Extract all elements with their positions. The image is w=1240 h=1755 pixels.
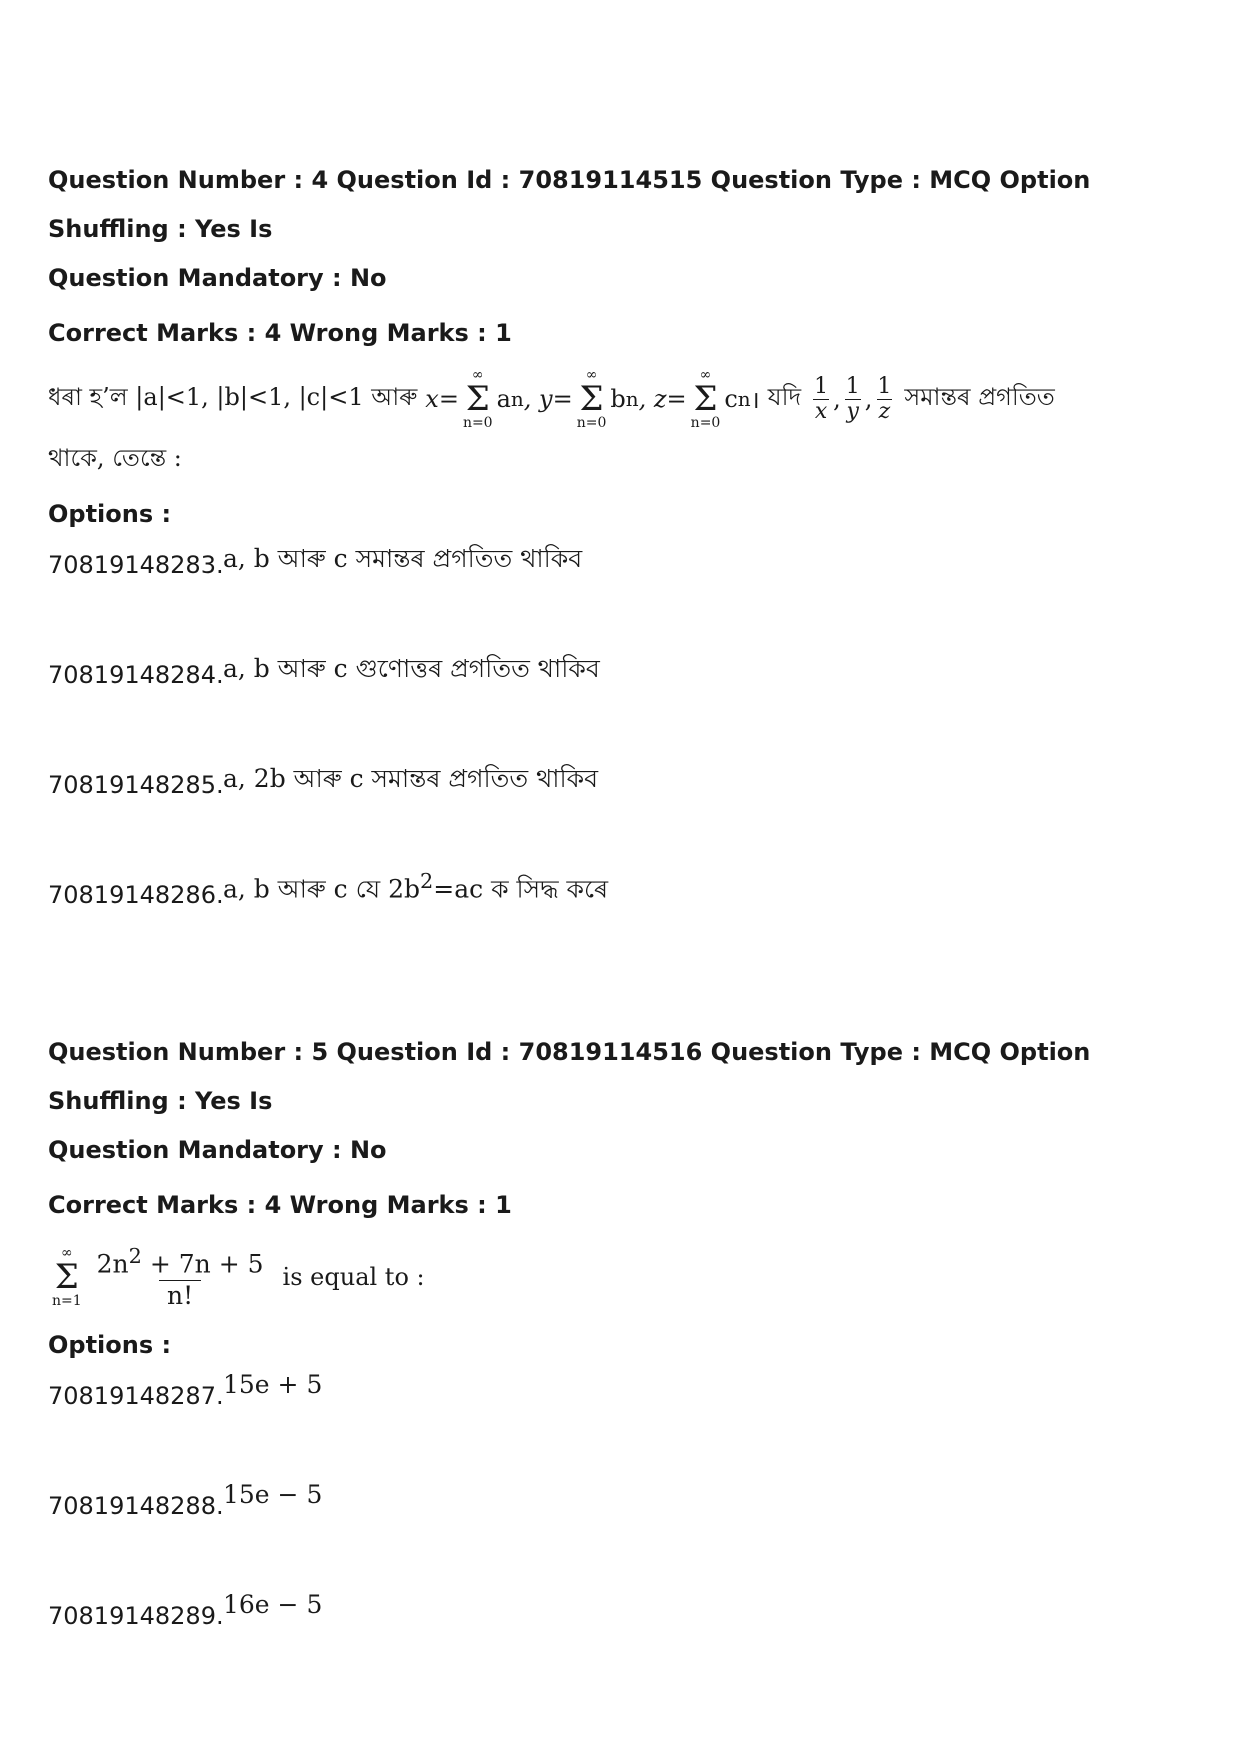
option-id: 70819148284. bbox=[48, 661, 224, 689]
option[interactable] bbox=[48, 869, 1208, 979]
marks-line: Correct Marks : 4 Wrong Marks : 1 bbox=[48, 319, 512, 347]
stem-text-line2: থাকে, তেন্তে : bbox=[48, 444, 182, 472]
option-text: 15e + 5 bbox=[223, 1369, 323, 1399]
stem-var: , y= bbox=[523, 385, 573, 413]
option-text: a, b আৰু c সমান্তৰ প্ৰগতিত থাকিব bbox=[223, 544, 583, 573]
marks-line: Correct Marks : 4 Wrong Marks : 1 bbox=[48, 1191, 512, 1219]
question-meta-line: Question Mandatory : No bbox=[48, 1136, 387, 1164]
options-label: Options : bbox=[48, 1330, 172, 1359]
question-5 bbox=[48, 1028, 1208, 1700]
option[interactable] bbox=[48, 1480, 1208, 1590]
option-id: 70819148289. bbox=[48, 1601, 224, 1630]
summation: ∞ Σ n=0 bbox=[462, 367, 493, 431]
fraction: $\frac{2n^2 + 7n + 5}{n!}$ bbox=[96, 1244, 264, 1310]
summation: ∞ Σ n=0 bbox=[576, 367, 607, 431]
fraction: $\frac{1}{x}$ bbox=[814, 374, 829, 424]
question-meta-line: Question Mandatory : No bbox=[48, 264, 387, 292]
options-label: Options : bbox=[48, 500, 172, 528]
fraction: $\frac{1}{z}$ bbox=[877, 374, 892, 424]
option-id: 70819148288. bbox=[48, 1491, 224, 1520]
option-id: 70819148283. bbox=[48, 551, 224, 579]
option-text: 15e − 5 bbox=[223, 1479, 323, 1509]
question-stem bbox=[48, 1244, 1208, 1311]
question-meta-line: Question Number : 5 Question Id : 70819114516 Question Type : MCQ Option Shuffling : Yes Is bbox=[48, 1038, 1091, 1115]
stem-var: x= bbox=[425, 385, 459, 413]
option-id: 70819148286. bbox=[48, 881, 224, 909]
stem-var: , z= bbox=[638, 385, 687, 413]
option[interactable] bbox=[48, 649, 1208, 759]
option-id: 70819148285. bbox=[48, 771, 224, 799]
question-stem: ধৰা হ’ল |a|<1, |b|<1, |c|<1 আৰু x= ∞ Σ n=0 a n , y= ∞ Σ n=0 b n , z= ∞ Σ n=0 c n । যদি $\frac{1}{x}$ , $\frac{1}{y}$ , $\frac{1}{z}$ সমান্তৰ প্ৰগতিত bbox=[48, 367, 1055, 431]
fraction: $\frac{1}{y}$ bbox=[845, 374, 860, 424]
stem-text: ধৰা হ’ল |a|<1, |b|<1, |c|<1 আৰু bbox=[48, 383, 418, 411]
option-text: 16e − 5 bbox=[223, 1589, 323, 1619]
summation: ∞ Σ n=0 bbox=[690, 367, 721, 431]
question-4 bbox=[48, 156, 1208, 979]
summation: ∞ Σ n=1 bbox=[52, 1245, 82, 1310]
option-text: a, b আৰু c গুণোত্তৰ প্ৰগতিত থাকিব bbox=[223, 654, 600, 683]
option-id: 70819148287. bbox=[48, 1381, 224, 1410]
option-text: a, 2b আৰু c সমান্তৰ প্ৰগতিত থাকিব bbox=[223, 764, 599, 793]
option[interactable] bbox=[48, 1370, 1208, 1480]
stem-text: is equal to : bbox=[282, 1263, 425, 1292]
question-meta-line: Question Number : 4 Question Id : 70819114515 Question Type : MCQ Option Shuffling : Yes Is bbox=[48, 166, 1091, 243]
option[interactable] bbox=[48, 1590, 1208, 1700]
option[interactable] bbox=[48, 759, 1208, 869]
option-text: a, b আৰু c যে $2b^2=ac$ ক সিদ্ধ কৰে bbox=[223, 869, 609, 904]
option[interactable] bbox=[48, 539, 1208, 649]
